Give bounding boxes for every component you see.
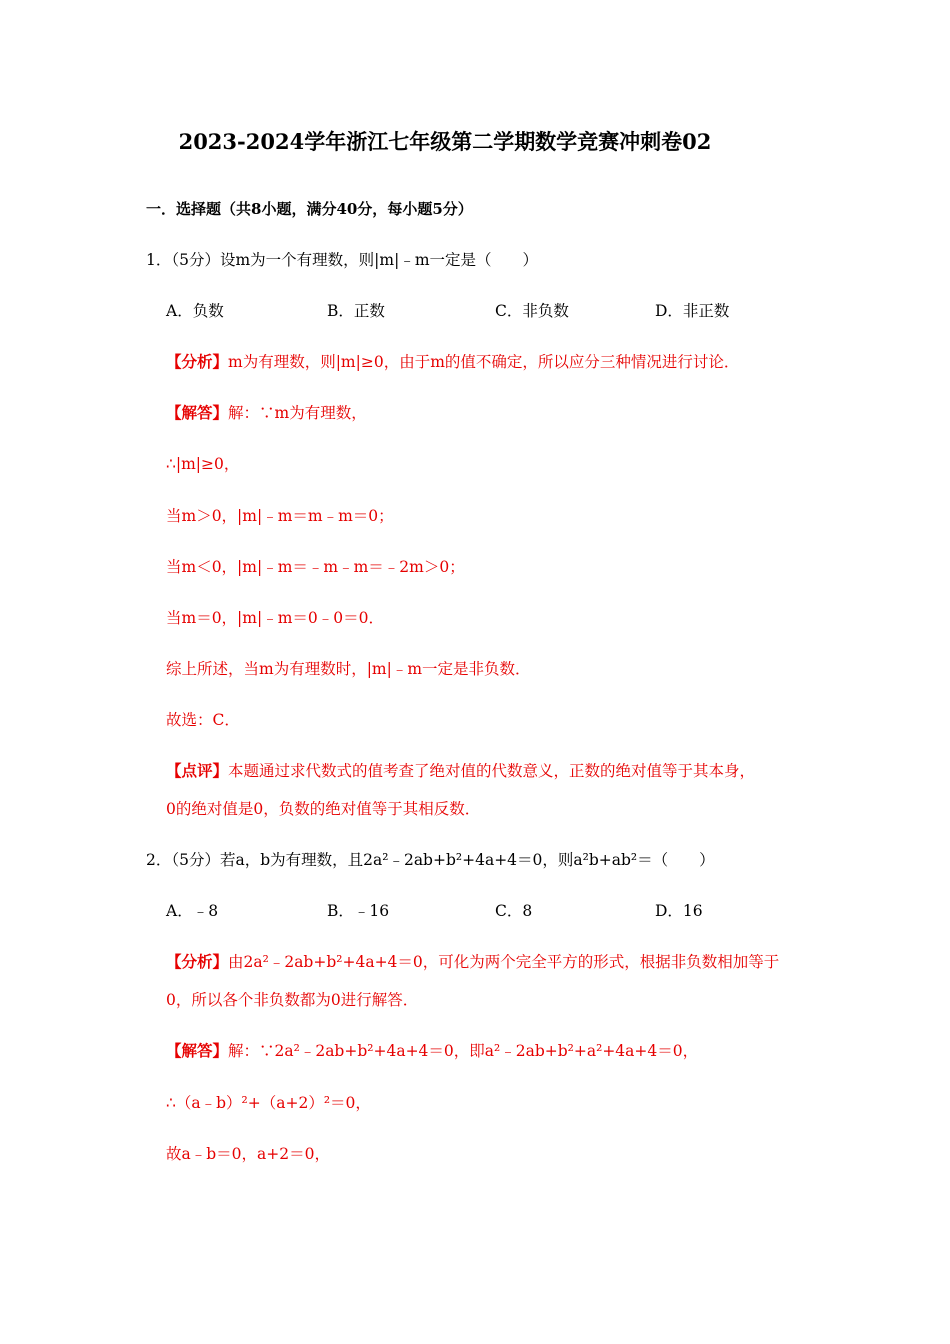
comment-text: 本题通过求代数式的值考查了绝对值的代数意义，正数的绝对值等于其本身， [228, 762, 756, 780]
document-title: 2023-2024学年浙江七年级第二学期数学竞赛冲刺卷02 [178, 129, 712, 154]
q2-option-a: A．﹣8 [166, 902, 219, 920]
q1-solution-line: 故选：C． [166, 711, 240, 729]
solution-tag: 【解答】 [166, 1041, 229, 1060]
analysis-text: m为有理数，则|m|≥0，由于m的值不确定，所以应分三种情况进行讨论． [228, 353, 740, 371]
q1-option-d: D．非正数 [655, 302, 730, 320]
analysis-text: 由2a²﹣2ab+b²+4a+4＝0，可化为两个完全平方的形式，根据非负数相加等于 [228, 953, 780, 971]
q1-solution-line [166, 403, 367, 423]
solution-text: 解：∵2a²﹣2ab+b²+4a+4＝0，即a²﹣2ab+b²+a²+4a+4＝0， [228, 1042, 699, 1060]
q2-solution-line: 故a﹣b＝0，a+2＝0， [166, 1145, 330, 1163]
q1-option-b: B．正数 [327, 302, 385, 320]
question-1-stem: 1．（5分）设m为一个有理数，则|m|﹣m一定是（ ） [146, 251, 539, 269]
q2-option-d: D．16 [655, 902, 703, 920]
analysis-tag: 【分析】 [166, 352, 229, 371]
solution-tag: 【解答】 [166, 403, 229, 422]
q1-option-a: A．负数 [166, 302, 224, 320]
solution-text: 解：∵m为有理数， [228, 404, 367, 422]
q1-comment [166, 761, 755, 781]
q1-solution-line: 当m＜0，|m|﹣m＝﹣m﹣m＝﹣2m＞0； [166, 558, 465, 576]
q2-analysis-cont: 0，所以各个非负数都为0进行解答． [166, 991, 419, 1009]
comment-tag: 【点评】 [166, 761, 229, 780]
q1-option-c: C．非负数 [495, 302, 569, 320]
q1-solution-line: ∴|m|≥0， [166, 455, 240, 473]
q1-comment-cont: 0的绝对值是0，负数的绝对值等于其相反数． [166, 800, 481, 818]
q1-solution-line: 当m＝0，|m|﹣m＝0﹣0＝0． [166, 609, 384, 627]
q2-solution-line [166, 1041, 698, 1061]
section-heading: 一．选择题（共8小题，满分40分，每小题5分） [146, 200, 473, 218]
q1-solution-line: 当m＞0，|m|﹣m＝m﹣m＝0； [166, 507, 394, 525]
question-2-stem: 2．（5分）若a，b为有理数，且2a²﹣2ab+b²+4a+4＝0，则a²b+ab²＝（ ） [146, 851, 715, 869]
q1-analysis [166, 352, 739, 372]
q2-option-b: B．﹣16 [327, 902, 390, 920]
q2-analysis [166, 952, 779, 972]
q2-solution-line: ∴（a﹣b）²+（a+2）²＝0， [166, 1094, 371, 1112]
q2-option-c: C．8 [495, 902, 533, 920]
q1-solution-line: 综上所述，当m为有理数时，|m|﹣m一定是非负数． [166, 660, 531, 678]
analysis-tag: 【分析】 [166, 952, 229, 971]
